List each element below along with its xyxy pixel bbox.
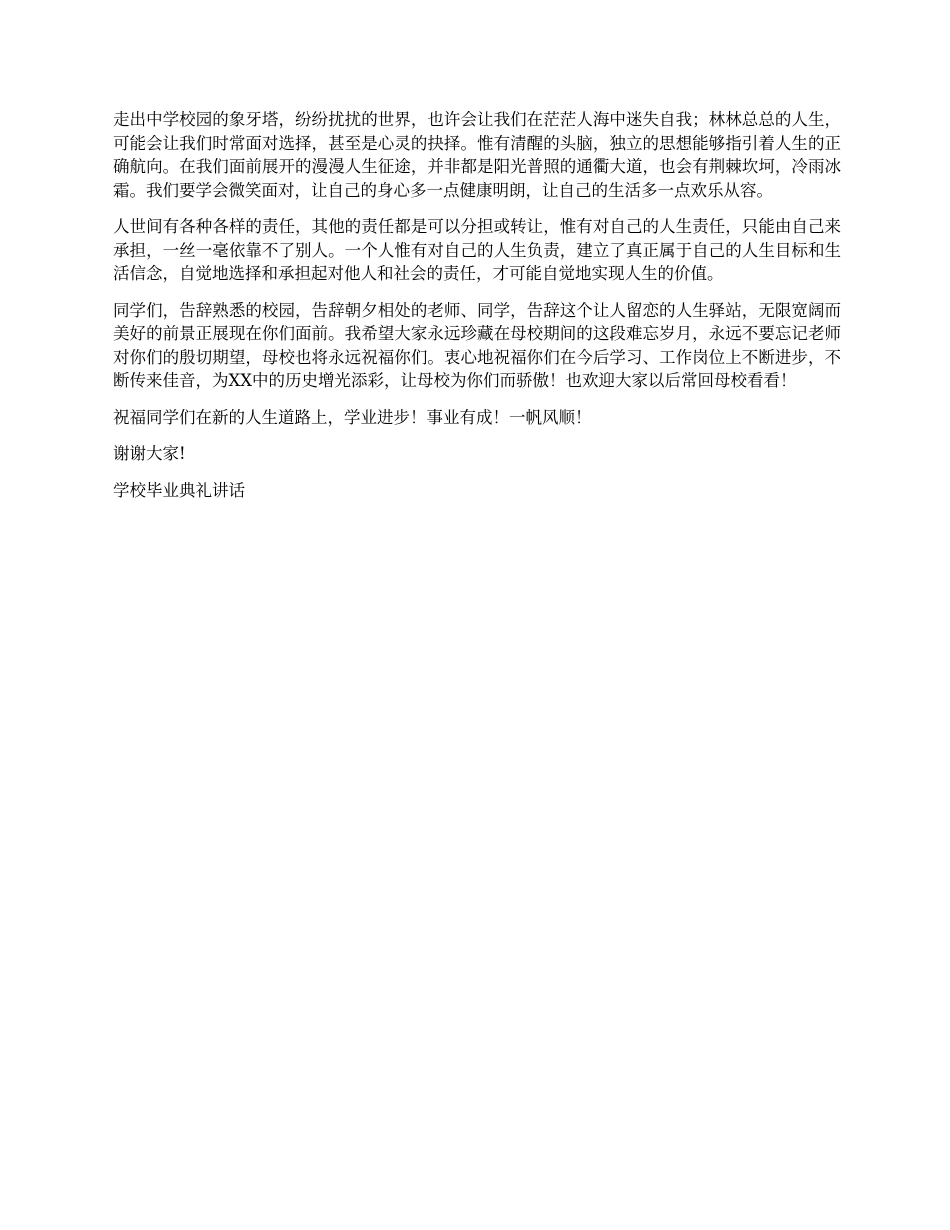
- paragraph-4: 祝福同学们在新的人生道路上，学业进步！事业有成！一帆风顺！: [113, 407, 592, 427]
- paragraph-3: 同学们，告辞熟悉的校园，告辞朝夕相处的老师、同学，告辞这个让人留恋的人生驿站，无限宽阔而美好的前景正展现在你们面前。我希望大家永远珍藏在母校期间的这段难忘岁月，永远不要忘记老师对你们的殷切期望，母校也将永远祝福你们。衷心地祝福你们在今后学习、工作岗位上不断进步，不断传来佳音，为XX中的历史增光添彩，让母校为你们而骄傲！也欢迎大家以后常回母校看看！: [113, 300, 841, 390]
- document-footer-title: 学校毕业典礼讲话: [113, 480, 245, 500]
- paragraph-thanks: 谢谢大家!: [113, 444, 186, 463]
- paragraph-1: 走出中学校园的象牙塔，纷纷扰扰的世界，也许会让我们在茫茫人海中迷失自我；林林总总的人生，可能会让我们时常面对选择，甚至是心灵的抉择。惟有清醒的头脑，独立的思想能够指引着人生的正确航向。在我们面前展开的漫漫人生征途，并非都是阳光普照的通衢大道，也会有荆棘坎坷，冷雨冰霜。我们要学会微笑面对，让自己的身心多一点健康明朗，让自己的生活多一点欢乐从容。: [113, 110, 841, 200]
- document-page: [113, 108, 841, 515]
- paragraph-2: 人世间有各种各样的责任，其他的责任都是可以分担或转让，惟有对自己的人生责任，只能由自己来承担，一丝一毫依靠不了别人。一个人惟有对自己的人生负责，建立了真正属于自己的人生目标和生活信念，自觉地选择和承担起对他人和社会的责任，才可能自觉地实现人生的价值。: [113, 217, 841, 283]
